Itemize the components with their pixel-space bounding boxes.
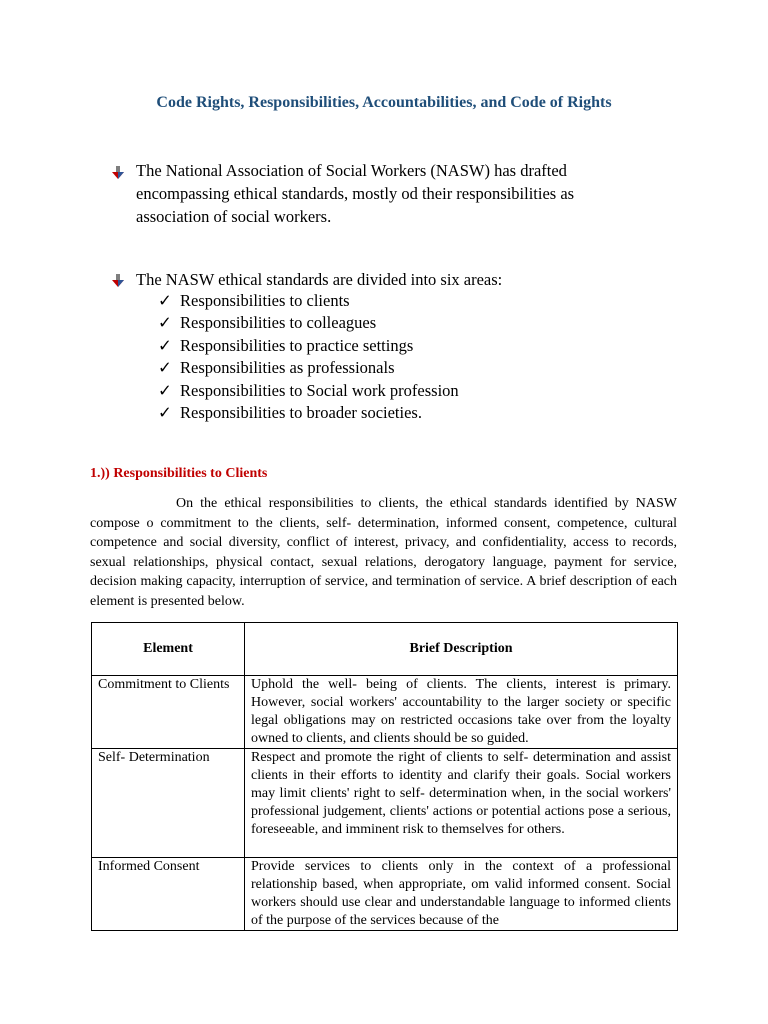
checklist — [158, 290, 459, 424]
body-paragraph: On the ethical responsibilities to clients, the ethical standards identified by NASW compose o commitment to the clients, self- determination, informed consent, competence, cultural competence and social diversity, conflict of interest, privacy, and confidentiality, access to records, sexual relationships, physical contact, sexual relations, derogatory language, payment for service, decision making capacity, interruption of service, and termination of service. A brief description of each element is presented below. — [90, 496, 677, 609]
table-header-row — [92, 623, 678, 676]
checkmark-icon: ✓ — [158, 291, 172, 310]
table-row — [92, 749, 678, 858]
element-cell: Self- Determination — [92, 749, 245, 858]
table-row — [92, 858, 678, 931]
bullet-paragraph: The National Association of Social Workers (NASW) has drafted encompassing ethical standards, mostly od their responsibilities as association of social workers. — [136, 161, 575, 226]
column-header-element: Element — [92, 623, 245, 676]
list-item: ✓ Responsibilities to broader societies. — [158, 402, 459, 424]
list-item: ✓ Responsibilities to clients — [158, 290, 459, 312]
table-row — [92, 676, 678, 749]
arrow-bullet-icon — [112, 274, 124, 288]
column-header-description: Brief Description — [245, 623, 678, 676]
arrow-bullet-icon — [112, 166, 124, 180]
section-heading: 1.)) Responsibilities to Clients — [90, 466, 268, 481]
elements-table — [91, 622, 678, 931]
list-item: ✓ Responsibilities to Social work profession — [158, 380, 459, 402]
element-cell: Commitment to Clients — [92, 676, 245, 749]
bullet-paragraph: The NASW ethical standards are divided into six areas: — [136, 270, 503, 289]
list-item: ✓ Responsibilities as professionals — [158, 357, 459, 379]
checkmark-icon: ✓ — [158, 358, 172, 378]
checkmark-icon: ✓ — [158, 402, 172, 422]
checkmark-icon: ✓ — [158, 335, 172, 355]
list-item: ✓ Responsibilities to colleagues — [158, 312, 459, 334]
element-cell: Informed Consent — [92, 858, 245, 931]
checkmark-icon: ✓ — [158, 313, 172, 333]
description-cell: Respect and promote the right of clients to self- determination and assist clients in their efforts to identity and clarify their goals. Social workers may limit clients' right to self- determination when, in the social workers' professional judgement, clients' actions or potential actions pose a serious, foreseeable, and imminent risk to themselves for others. — [245, 749, 678, 858]
checkmark-icon: ✓ — [158, 380, 172, 400]
page-title: Code Rights, Responsibilities, Accountabilities, and Code of Rights — [156, 94, 612, 111]
description-cell: Uphold the well- being of clients. The clients, interest is primary. However, social workers' accountability to the larger society or specific legal obligations may on restricted occasions take over from the loyalty owned to clients, and clients should be so guided. — [245, 676, 678, 749]
description-cell: Provide services to clients only in the context of a professional relationship based, when appropriate, om valid informed consent. Social workers should use clear and understandable language to informed clients of the purpose of the services because of the — [245, 858, 678, 931]
list-item: ✓ Responsibilities to practice settings — [158, 335, 459, 357]
